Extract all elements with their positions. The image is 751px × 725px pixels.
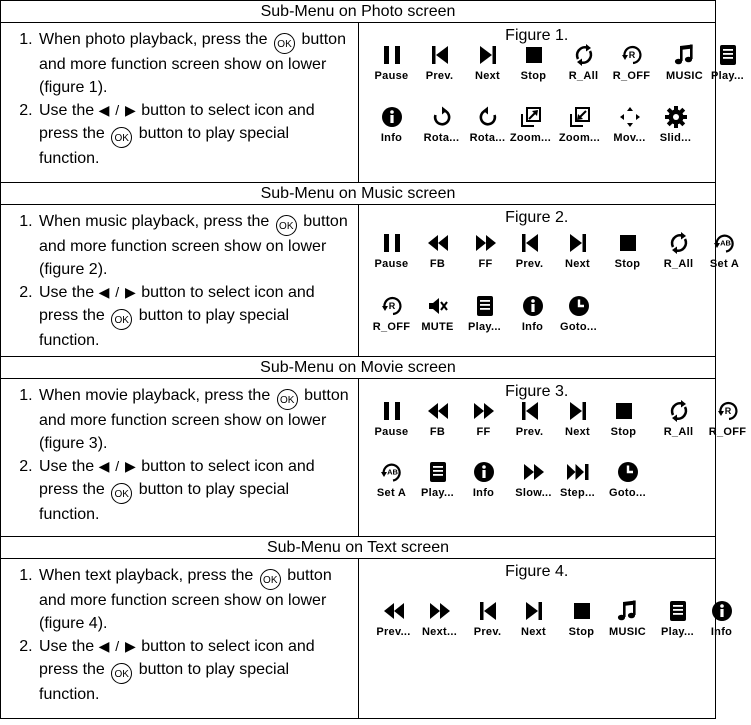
zoom-out-item[interactable]: [557, 105, 603, 144]
instructions-cell: [1, 559, 359, 719]
fast-forward-icon: [474, 231, 498, 255]
icon-label: Play...: [710, 70, 745, 82]
icon-label: Info: [710, 626, 733, 638]
gear-icon: [664, 105, 688, 129]
repeat-all-icon: [667, 231, 691, 255]
pause-item[interactable]: [369, 43, 415, 82]
info-icon: [710, 599, 734, 623]
figure-cell: [358, 559, 733, 719]
icon-label: Set A: [376, 487, 407, 499]
prev-item[interactable]: [507, 231, 553, 270]
clock-item[interactable]: [605, 460, 651, 499]
icon-label: Next: [564, 258, 591, 270]
rotate-left-icon: [476, 105, 500, 129]
icon-label: MUSIC: [609, 626, 646, 638]
step-1: 1. When music playback, press the OK button and more function screen show on lower (figure 2).: [37, 211, 352, 281]
icon-label: Rota...: [469, 132, 506, 144]
section-body-row: [1, 379, 716, 537]
clock-item[interactable]: [556, 294, 602, 333]
info-item[interactable]: [369, 105, 415, 144]
repeat-all-item[interactable]: [656, 399, 702, 438]
step-icon: [566, 460, 590, 484]
icon-label: Prev.: [473, 626, 502, 638]
pause-icon: [380, 43, 404, 67]
repeat-off-icon: [716, 399, 740, 423]
next-item[interactable]: [555, 399, 601, 438]
step-1: 1. When photo playback, press the OK button and more function screen show on lower (figure 1).: [37, 29, 352, 99]
move-item[interactable]: [607, 105, 653, 144]
prev-icon: [476, 599, 500, 623]
icon-label: Set A: [709, 258, 740, 270]
zoom-out-icon: [568, 105, 592, 129]
info-icon: [521, 294, 545, 318]
icon-label: Next: [564, 426, 591, 438]
step-1: 1. When movie playback, press the OK button and more function screen show on lower (figure 3).: [37, 385, 352, 455]
icon-label: Next...: [421, 626, 458, 638]
playlist-item[interactable]: [705, 43, 751, 82]
gear-item[interactable]: [653, 105, 699, 144]
zoom-in-item[interactable]: [508, 105, 554, 144]
figure-caption: Figure 2.: [505, 209, 569, 226]
svg-text:AB: AB: [386, 467, 398, 477]
playlist-icon: [473, 294, 497, 318]
info-icon: [472, 460, 496, 484]
music-icon: [616, 599, 640, 623]
stop-item[interactable]: [601, 399, 647, 438]
section-title: Sub-Menu on Movie screen: [1, 357, 716, 379]
fast-back-item[interactable]: [415, 231, 461, 270]
svg-text:R: R: [388, 301, 395, 311]
rotate-left-item[interactable]: [465, 105, 511, 144]
next-item[interactable]: [511, 599, 557, 638]
icon-label: Pause: [374, 426, 409, 438]
icon-label: Info: [380, 132, 403, 144]
fast-forward-item[interactable]: [417, 599, 463, 638]
repeat-all-item[interactable]: [656, 231, 702, 270]
figure-cell: [358, 23, 745, 183]
playlist-item[interactable]: [415, 460, 461, 499]
ok-button-icon: OK: [111, 483, 132, 504]
zoom-in-icon: [519, 105, 543, 129]
section-title: Sub-Menu on Text screen: [1, 537, 716, 559]
icon-label: Info: [521, 321, 544, 333]
instructions-cell: [1, 205, 359, 357]
stop-icon: [612, 399, 636, 423]
section-title: Sub-Menu on Music screen: [1, 183, 716, 205]
steps-list: [1, 559, 358, 706]
mute-icon: [426, 294, 450, 318]
icon-label: Info: [472, 487, 495, 499]
icon-label: R_All: [663, 426, 694, 438]
icon-label: Prev...: [376, 626, 411, 638]
repeat-off-icon: [380, 294, 404, 318]
icon-label: FB: [429, 258, 446, 270]
stop-icon: [570, 599, 594, 623]
ok-button-icon: OK: [277, 389, 298, 410]
section-title-row: [1, 1, 716, 23]
icon-label: FF: [476, 426, 491, 438]
svg-text:AB: AB: [719, 238, 731, 248]
stop-item[interactable]: [511, 43, 557, 82]
next-item[interactable]: [555, 231, 601, 270]
icon-label: Pause: [374, 258, 409, 270]
step-1: 1. When text playback, press the OK button and more function screen show on lower (figure 4).: [37, 565, 352, 635]
icon-label: Stop: [614, 258, 641, 270]
next-icon: [566, 399, 590, 423]
steps-list: [1, 205, 358, 352]
fast-forward-item[interactable]: [463, 231, 509, 270]
stop-item[interactable]: [605, 231, 651, 270]
repeat-off-item[interactable]: [609, 43, 655, 82]
prev-icon: [518, 231, 542, 255]
rotate-right-icon: [430, 105, 454, 129]
step-2: 2. Use the ◀ / ▶ button to select icon and press the OK button to play special function.: [37, 281, 352, 352]
svg-text:R: R: [628, 50, 635, 60]
fast-forward-icon: [472, 399, 496, 423]
step-2: 2. Use the ◀ / ▶ button to select icon and press the OK button to play special function.: [37, 99, 352, 170]
icon-label: MUSIC: [666, 70, 703, 82]
next-icon: [566, 231, 590, 255]
stop-icon: [522, 43, 546, 67]
repeat-off-icon: [620, 43, 644, 67]
music-item[interactable]: [662, 43, 708, 82]
next-icon: [476, 43, 500, 67]
left-right-arrow-icon: ◀ / ▶: [98, 102, 137, 119]
section-body-row: [1, 23, 716, 183]
stop-item[interactable]: [559, 599, 605, 638]
repeat-all-icon: [667, 399, 691, 423]
icon-label: FF: [478, 258, 493, 270]
figure-cell: [358, 379, 747, 537]
left-right-arrow-icon: ◀ / ▶: [98, 284, 137, 301]
instructions-cell: [1, 23, 359, 183]
prev-icon: [428, 43, 452, 67]
icon-label: FB: [429, 426, 446, 438]
section-body-row: [1, 205, 716, 357]
fast-back-icon: [382, 599, 406, 623]
repeat-off-item[interactable]: [705, 399, 751, 438]
instructions-cell: [1, 379, 359, 537]
fast-back-item[interactable]: [371, 599, 417, 638]
repeat-off-item[interactable]: [369, 294, 415, 333]
prev-item[interactable]: [507, 399, 553, 438]
playlist-icon: [426, 460, 450, 484]
playlist-icon: [716, 43, 740, 67]
fast-back-item[interactable]: [415, 399, 461, 438]
ok-button-icon: OK: [111, 127, 132, 148]
icon-label: Play...: [660, 626, 695, 638]
section-title: Sub-Menu on Photo screen: [1, 1, 716, 23]
info-item[interactable]: [510, 294, 556, 333]
icon-label: R_All: [663, 258, 694, 270]
pause-item[interactable]: [369, 399, 415, 438]
steps-list: [1, 23, 358, 170]
figure-caption: Figure 1.: [505, 27, 569, 44]
repeat-all-item[interactable]: [561, 43, 607, 82]
pause-icon: [380, 231, 404, 255]
icon-label: R_OFF: [708, 426, 747, 438]
info-icon: [380, 105, 404, 129]
icon-label: Prev.: [515, 258, 544, 270]
section-title-row: [1, 183, 716, 205]
icon-label: Step...: [559, 487, 596, 499]
info-item[interactable]: [699, 599, 745, 638]
pause-item[interactable]: [369, 231, 415, 270]
left-right-arrow-icon: ◀ / ▶: [98, 638, 137, 655]
figure-cell: [358, 205, 740, 357]
set-ab-item[interactable]: [702, 231, 748, 270]
ok-button-icon: OK: [111, 309, 132, 330]
icon-label: R_OFF: [372, 321, 411, 333]
step-2: 2. Use the ◀ / ▶ button to select icon and press the OK button to play special function.: [37, 455, 352, 526]
icon-label: Zoom...: [558, 132, 601, 144]
icon-label: Goto...: [609, 487, 646, 499]
ok-button-icon: OK: [276, 215, 297, 236]
icon-label: Play...: [467, 321, 502, 333]
icon-label: Goto...: [560, 321, 597, 333]
prev-item[interactable]: [465, 599, 511, 638]
icon-label: R_All: [568, 70, 599, 82]
svg-text:R: R: [724, 406, 731, 416]
icon-label: R_OFF: [612, 70, 651, 82]
icon-label: Rota...: [423, 132, 460, 144]
icon-label: Next: [520, 626, 547, 638]
icon-label: Next: [474, 70, 501, 82]
icon-label: Slow...: [515, 487, 552, 499]
prev-icon: [518, 399, 542, 423]
section-body-row: [1, 559, 716, 719]
ok-button-icon: OK: [274, 33, 295, 54]
mute-item[interactable]: [415, 294, 461, 333]
icon-label: MUTE: [421, 321, 454, 333]
set-ab-icon: [380, 460, 404, 484]
icon-label: Mov...: [613, 132, 646, 144]
playlist-item[interactable]: [655, 599, 701, 638]
icon-label: Prev.: [425, 70, 454, 82]
icon-label: Play...: [420, 487, 455, 499]
fast-back-icon: [426, 231, 450, 255]
figure-caption: Figure 4.: [505, 563, 569, 580]
section-title-row: [1, 537, 716, 559]
pause-icon: [380, 399, 404, 423]
icon-label: Stop: [610, 426, 637, 438]
icon-label: Slid...: [659, 132, 692, 144]
rotate-right-item[interactable]: [419, 105, 465, 144]
set-ab-item[interactable]: [369, 460, 415, 499]
set-ab-icon: [713, 231, 737, 255]
playlist-item[interactable]: [462, 294, 508, 333]
ok-button-icon: OK: [111, 663, 132, 684]
fast-back-icon: [426, 399, 450, 423]
steps-list: [1, 379, 358, 526]
clock-icon: [616, 460, 640, 484]
step-2: 2. Use the ◀ / ▶ button to select icon and press the OK button to play special function.: [37, 635, 352, 706]
icon-label: Stop: [568, 626, 595, 638]
clock-icon: [567, 294, 591, 318]
slow-item[interactable]: [511, 460, 557, 499]
move-icon: [618, 105, 642, 129]
next-icon: [522, 599, 546, 623]
fast-forward-item[interactable]: [461, 399, 507, 438]
stop-icon: [616, 231, 640, 255]
fast-forward-icon: [428, 599, 452, 623]
music-item[interactable]: [605, 599, 651, 638]
icon-label: Prev.: [515, 426, 544, 438]
icon-label: Pause: [374, 70, 409, 82]
playlist-icon: [666, 599, 690, 623]
section-title-row: [1, 357, 716, 379]
left-right-arrow-icon: ◀ / ▶: [98, 458, 137, 475]
repeat-all-icon: [572, 43, 596, 67]
prev-item[interactable]: [417, 43, 463, 82]
icon-label: Zoom...: [509, 132, 552, 144]
step-item[interactable]: [555, 460, 601, 499]
icon-label: Stop: [520, 70, 547, 82]
slow-icon: [522, 460, 546, 484]
ok-button-icon: OK: [260, 569, 281, 590]
next-item[interactable]: [465, 43, 511, 82]
figure-caption: Figure 3.: [505, 383, 569, 400]
info-item[interactable]: [461, 460, 507, 499]
music-icon: [673, 43, 697, 67]
